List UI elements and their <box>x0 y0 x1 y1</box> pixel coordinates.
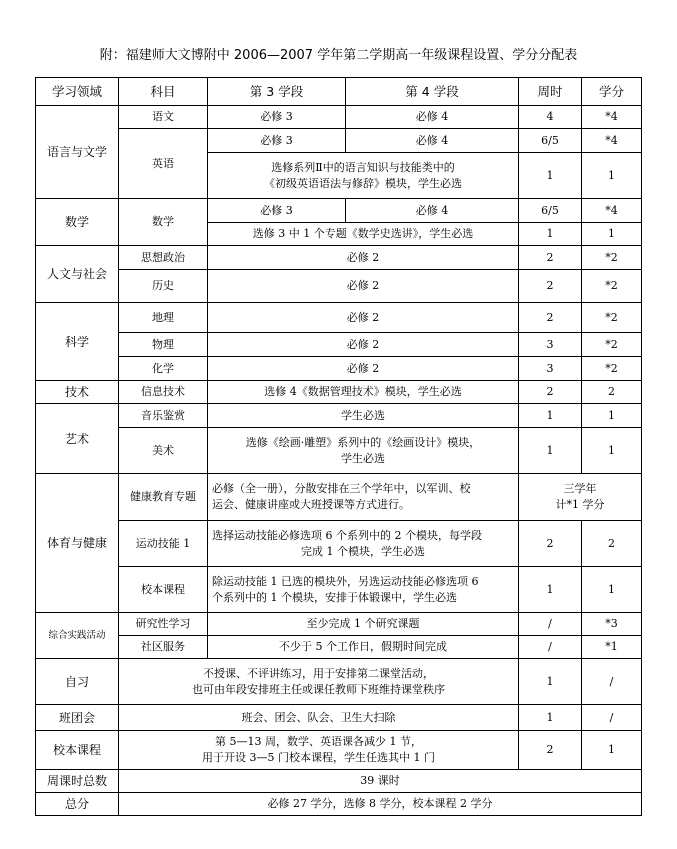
header-weekly-hours: 周时 <box>519 78 582 106</box>
cell-content: 必修 2 <box>208 357 519 381</box>
domain-art: 艺术 <box>36 404 119 474</box>
subject-school-pe: 校本课程 <box>119 567 208 613</box>
subject-chinese: 语文 <box>119 106 208 129</box>
cell-credits <box>519 474 642 521</box>
table-row <box>36 270 642 303</box>
content-line: 选择运动技能必修选项 6 个系列中的 2 个模块，每学段 <box>212 528 482 542</box>
cell-content: 必修 2 <box>208 333 519 357</box>
cell-seg4: 必修 4 <box>346 106 519 129</box>
header-segment-3: 第 3 学段 <box>208 78 346 106</box>
table-row <box>36 246 642 270</box>
header-credits: 学分 <box>582 78 642 106</box>
cell-content <box>208 474 519 521</box>
cell-content <box>208 428 519 474</box>
table-row <box>36 381 642 404</box>
content-line: 计*1 学分 <box>555 498 605 511</box>
header-row <box>36 78 642 106</box>
subject-english: 英语 <box>119 129 208 199</box>
cell-credits: / <box>582 705 642 731</box>
cell-credits: 2 <box>582 381 642 404</box>
cell-hours: 1 <box>519 404 582 428</box>
content-line: 用于开设 3—5 门校本课程，学生任选其中 1 门 <box>202 751 435 764</box>
cell-content: 至少完成 1 个研究课题 <box>208 613 519 636</box>
content-line: 也可由年段安排班主任或课任教师下班维持课堂秩序 <box>192 682 445 696</box>
cell-content: 选修 3 中 1 个专题《数学史选讲》，学生必选 <box>208 223 519 246</box>
subject-fine-art: 美术 <box>119 428 208 474</box>
subject-math: 数学 <box>119 199 208 246</box>
table-row <box>36 770 642 793</box>
table-row <box>36 199 642 223</box>
table-row <box>36 404 642 428</box>
cell-hours: 1 <box>519 659 582 705</box>
cell-credits: *4 <box>582 129 642 153</box>
cell-hours: / <box>519 636 582 659</box>
domain-technology: 技术 <box>36 381 119 404</box>
table-row <box>36 793 642 816</box>
domain-self-study: 自习 <box>36 659 119 705</box>
cell-hours: 1 <box>519 223 582 246</box>
cell-seg4: 必修 4 <box>346 129 519 153</box>
cell-credits: *4 <box>582 199 642 223</box>
domain-class-meeting: 班团会 <box>36 705 119 731</box>
table-row <box>36 521 642 567</box>
table-row <box>36 567 642 613</box>
table-row <box>36 474 642 521</box>
subject-history: 历史 <box>119 270 208 303</box>
cell-credits: *2 <box>582 333 642 357</box>
header-segment-4: 第 4 学段 <box>346 78 519 106</box>
subject-music: 音乐鉴赏 <box>119 404 208 428</box>
cell-hours: 4 <box>519 106 582 129</box>
cell-credits: 2 <box>582 521 642 567</box>
domain-practice: 综合实践活动 <box>36 613 119 659</box>
cell-credits: 1 <box>582 428 642 474</box>
subject-physics: 物理 <box>119 333 208 357</box>
table-row <box>36 428 642 474</box>
content-line: 运会、健康讲座或大班授课等方式进行。 <box>212 498 410 511</box>
weekly-total-label: 周课时总数 <box>36 770 119 793</box>
content-line: 完成 1 个模块，学生必选 <box>301 544 425 558</box>
table-row <box>36 333 642 357</box>
cell-content <box>208 567 519 613</box>
subject-it: 信息技术 <box>119 381 208 404</box>
cell-credits: *2 <box>582 270 642 303</box>
subject-health: 健康教育专题 <box>119 474 208 521</box>
cell-hours: 2 <box>519 246 582 270</box>
domain-science: 科学 <box>36 303 119 381</box>
subject-sport: 运动技能 1 <box>119 521 208 567</box>
cell-hours: 2 <box>519 731 582 770</box>
cell-content: 学生必选 <box>208 404 519 428</box>
cell-hours: 1 <box>519 705 582 731</box>
total-credits-value: 必修 27 学分，选修 8 学分，校本课程 2 学分 <box>119 793 642 816</box>
cell-content: 选修 4《数据管理技术》模块，学生必选 <box>208 381 519 404</box>
cell-content <box>208 521 519 567</box>
cell-hours: 6/5 <box>519 129 582 153</box>
cell-hours: 6/5 <box>519 199 582 223</box>
domain-pe: 体育与健康 <box>36 474 119 613</box>
table-row <box>36 303 642 333</box>
cell-credits: *2 <box>582 246 642 270</box>
content-line: 除运动技能 1 已选的模块外，另选运动技能必修选项 6 <box>212 574 479 588</box>
cell-hours: 3 <box>519 357 582 381</box>
cell-content: 必修 2 <box>208 246 519 270</box>
cell-credits: 1 <box>582 404 642 428</box>
domain-school-course: 校本课程 <box>36 731 119 770</box>
table-row <box>36 636 642 659</box>
cell-content: 班会、团会、队会、卫生大扫除 <box>119 705 519 731</box>
content-line: 《初级英语语法与修辞》模块，学生必选 <box>264 176 462 190</box>
cell-hours: 2 <box>519 381 582 404</box>
content-line: 不授课、不评讲练习，用于安排第二课堂活动， <box>203 666 434 680</box>
table-row <box>36 613 642 636</box>
content-line: 选修系列Ⅱ中的语言知识与技能类中的 <box>271 160 455 174</box>
cell-credits: 1 <box>582 223 642 246</box>
cell-content: 必修 2 <box>208 270 519 303</box>
subject-politics: 思想政治 <box>119 246 208 270</box>
weekly-total-value: 39 课时 <box>119 770 642 793</box>
content-line: 个系列中的 1 个模块，安排于体锻课中，学生必选 <box>212 590 457 604</box>
cell-hours: 1 <box>519 567 582 613</box>
cell-credits: 1 <box>582 567 642 613</box>
cell-hours: 2 <box>519 521 582 567</box>
cell-hours: 1 <box>519 153 582 199</box>
subject-community: 社区服务 <box>119 636 208 659</box>
cell-hours: / <box>519 613 582 636</box>
cell-seg3: 必修 3 <box>208 106 346 129</box>
table-row <box>36 659 642 705</box>
cell-credits: 1 <box>582 153 642 199</box>
cell-content: 必修 2 <box>208 303 519 333</box>
cell-credits: *1 <box>582 636 642 659</box>
subject-geography: 地理 <box>119 303 208 333</box>
cell-content <box>119 659 519 705</box>
cell-content <box>119 731 519 770</box>
table-row <box>36 705 642 731</box>
cell-hours: 1 <box>519 428 582 474</box>
content-line: 第 5—13 周，数学、英语课各减少 1 节， <box>215 735 422 748</box>
table-row <box>36 357 642 381</box>
total-credits-label: 总分 <box>36 793 119 816</box>
cell-credits: *4 <box>582 106 642 129</box>
cell-credits: 1 <box>582 731 642 770</box>
cell-credits: / <box>582 659 642 705</box>
cell-hours: 2 <box>519 303 582 333</box>
cell-hours: 3 <box>519 333 582 357</box>
page-title: 附：福建师大文博附中 2006—2007 学年第二学期高一年级课程设置、学分分配表 <box>99 48 578 63</box>
content-line: 三学年 <box>563 482 597 495</box>
table-row <box>36 106 642 129</box>
cell-credits: *2 <box>582 357 642 381</box>
cell-hours: 2 <box>519 270 582 303</box>
subject-research: 研究性学习 <box>119 613 208 636</box>
cell-seg3: 必修 3 <box>208 199 346 223</box>
table-row <box>36 731 642 770</box>
cell-credits: *3 <box>582 613 642 636</box>
content-line: 必修（全一册），分散安排在三个学年中，以军训、校 <box>212 482 471 495</box>
header-domain: 学习领域 <box>36 78 119 106</box>
cell-content <box>208 153 519 199</box>
table-row <box>36 129 642 153</box>
cell-seg3: 必修 3 <box>208 129 346 153</box>
content-line: 学生必选 <box>341 451 385 465</box>
domain-math: 数学 <box>36 199 119 246</box>
cell-credits: *2 <box>582 303 642 333</box>
curriculum-table <box>35 77 642 816</box>
content-line: 选修《绘画·雕塑》系列中的《绘画设计》模块， <box>245 435 481 449</box>
cell-seg4: 必修 4 <box>346 199 519 223</box>
domain-language: 语言与文学 <box>36 106 119 199</box>
cell-content: 不少于 5 个工作日，假期时间完成 <box>208 636 519 659</box>
subject-chemistry: 化学 <box>119 357 208 381</box>
header-subject: 科目 <box>119 78 208 106</box>
domain-humanities: 人文与社会 <box>36 246 119 303</box>
